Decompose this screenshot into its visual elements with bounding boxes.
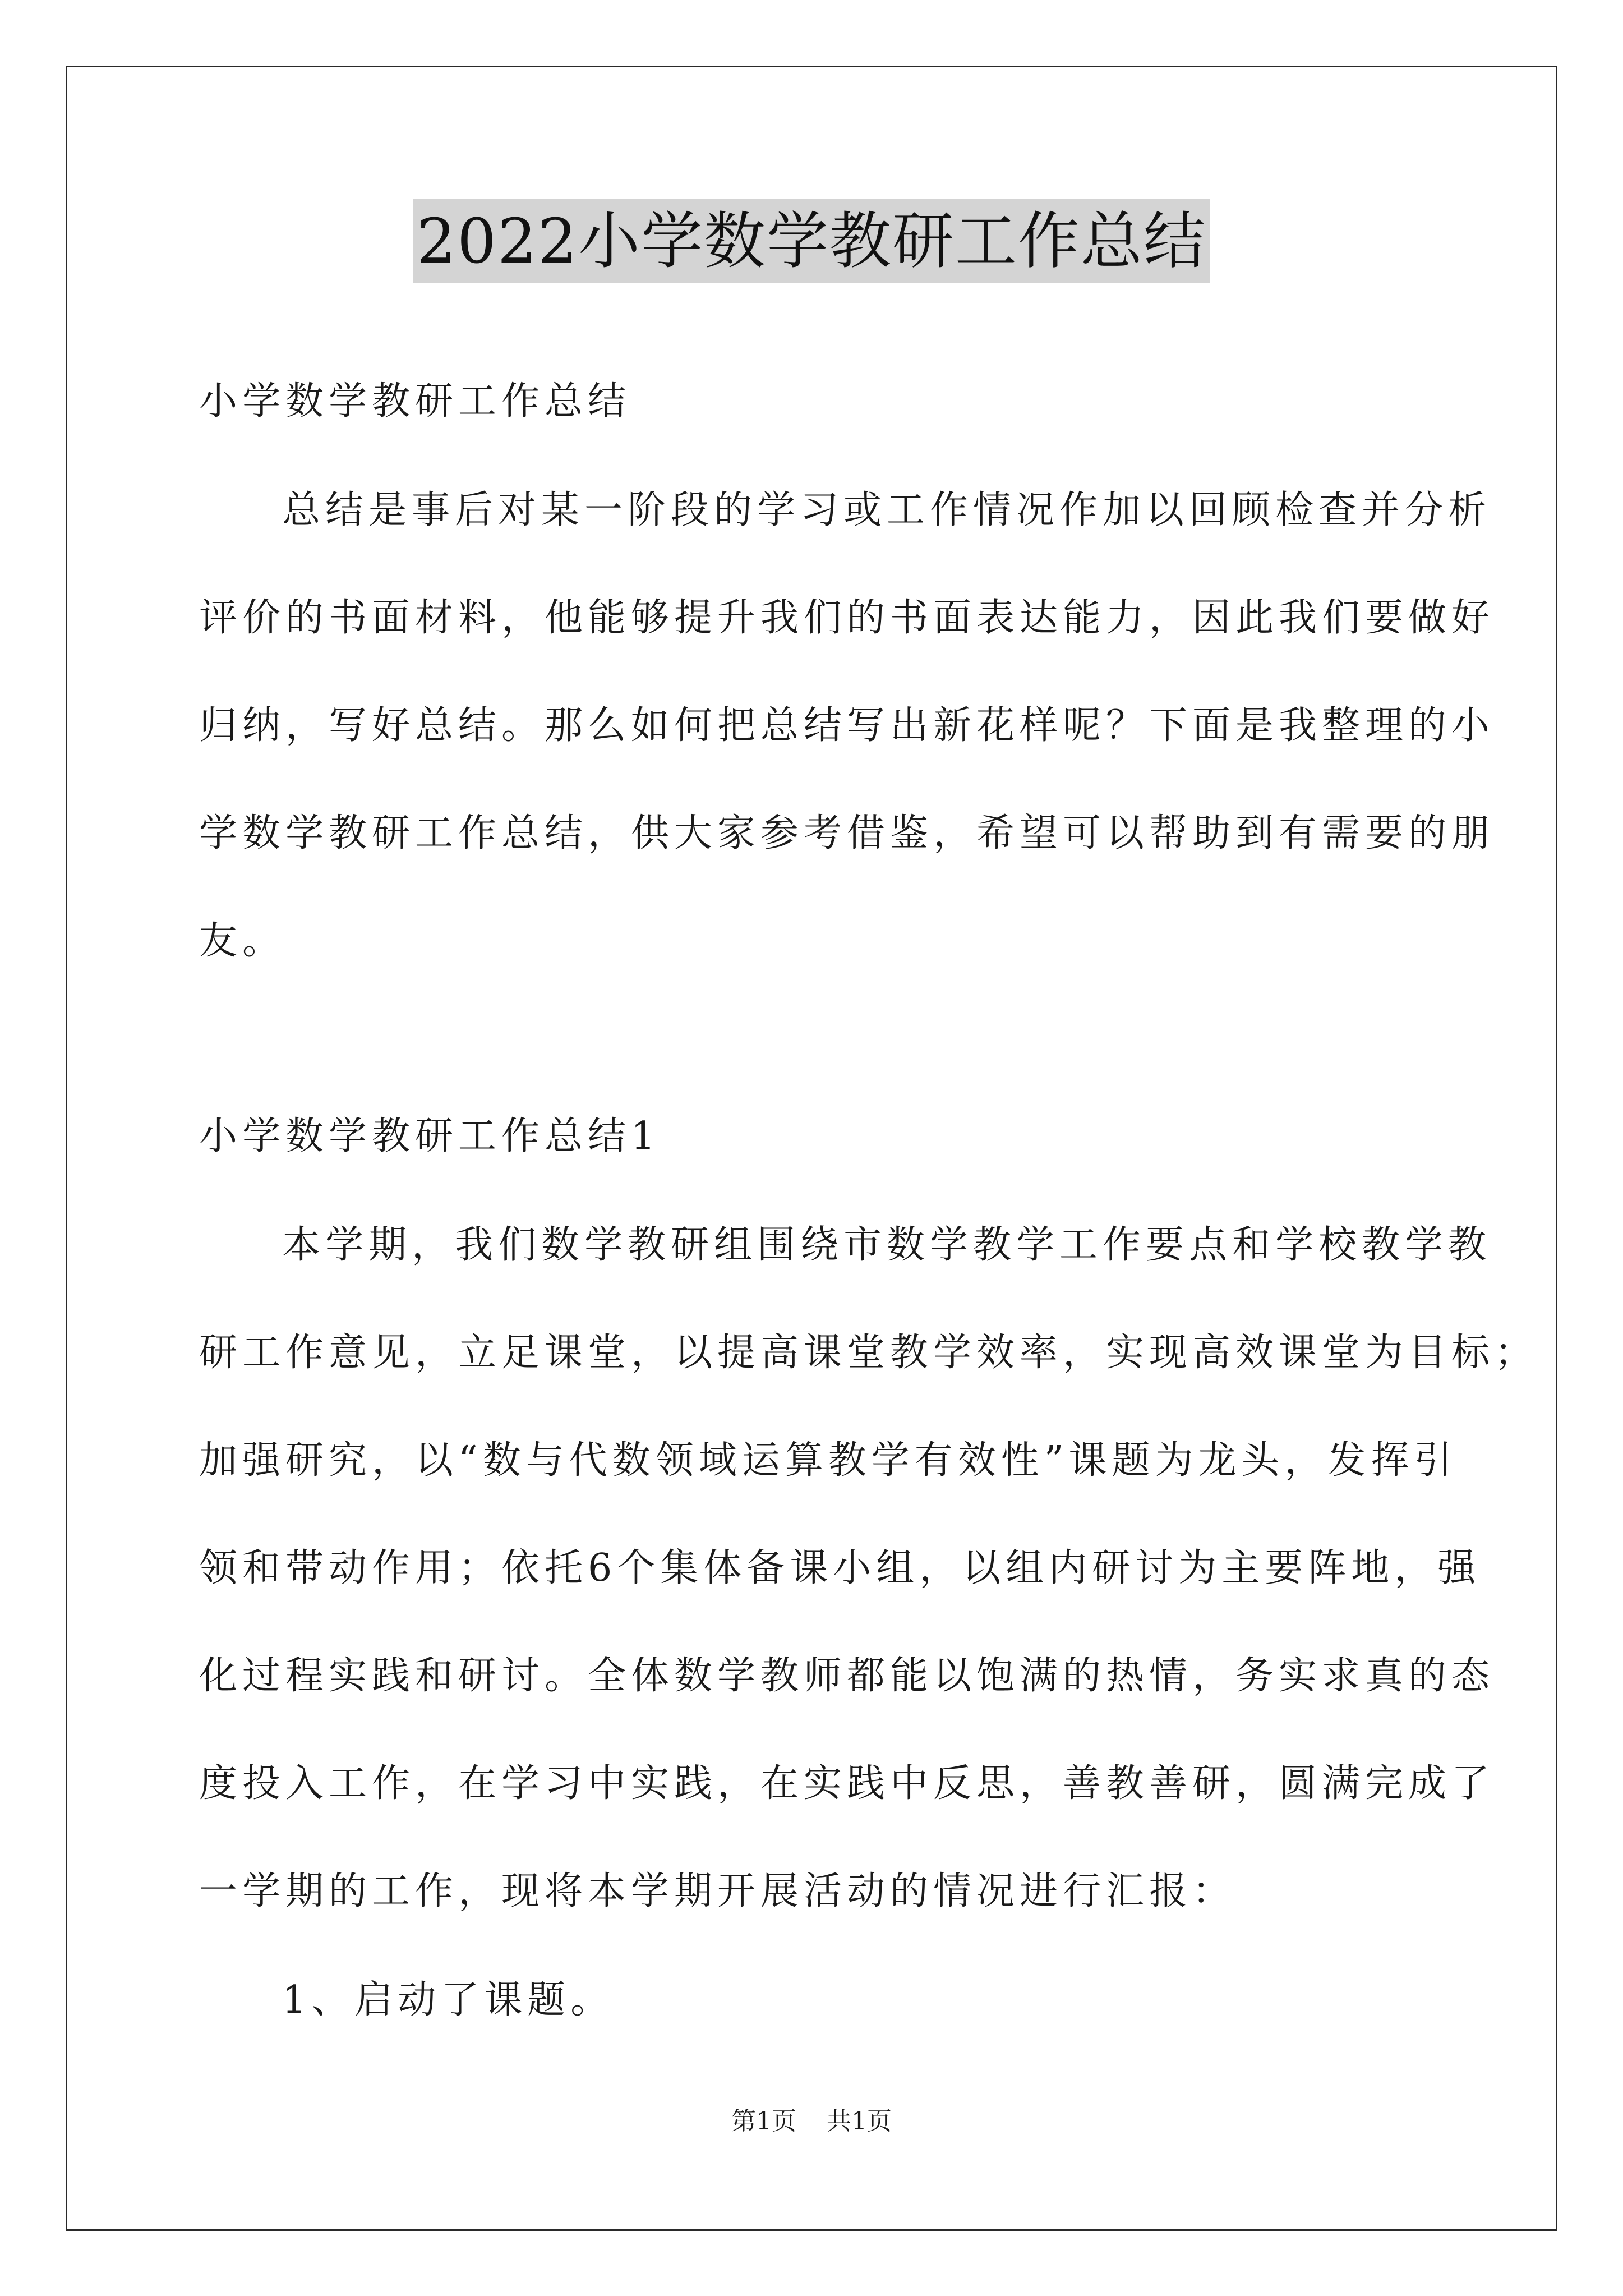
document-title: 2022小学数学教研工作总结 (413, 199, 1210, 283)
section-line: 一学期的工作，现将本学期开展活动的情况进行汇报： (199, 1869, 1236, 1913)
section-line: 化过程实践和研讨。全体数学教师都能以饱满的热情，务实求真的态 (199, 1654, 1495, 1698)
page-total: 共1页 (827, 2107, 892, 2136)
intro-line: 归纳，写好总结。那么如何把总结写出新花样呢？下面是我整理的小 (199, 703, 1495, 748)
document-subtitle: 小学数学教研工作总结 (199, 379, 631, 424)
page-footer (0, 2101, 1623, 2137)
section-line: 领和带动作用；依托6个集体备课小组，以组内研讨为主要阵地，强 (199, 1546, 1481, 1590)
intro-line: 评价的书面材料，他能够提升我们的书面表达能力，因此我们要做好 (199, 596, 1495, 640)
title-container (0, 199, 1623, 283)
section-line: 度投入工作，在学习中实践，在实践中反思，善教善研，圆满完成了 (199, 1761, 1495, 1806)
intro-line: 总结是事后对某一阶段的学习或工作情况作加以回顾检查并分析 (282, 488, 1492, 532)
section-line: 本学期，我们数学教研组围绕市数学教学工作要点和学校教学教 (282, 1223, 1492, 1267)
page-number: 第1页 (731, 2107, 796, 2136)
section-line: 研工作意见，立足课堂，以提高课堂教学效率，实现高效课堂为目标； (199, 1331, 1538, 1375)
list-item: 1、启动了课题。 (282, 1978, 614, 2022)
intro-line: 学数学教研工作总结，供大家参考借鉴，希望可以帮助到有需要的朋 (199, 811, 1495, 855)
section-line: 加强研究，以“数与代数领域运算教学有效性”课题为龙头，发挥引 (199, 1438, 1458, 1483)
intro-line: 友。 (199, 919, 286, 963)
section-heading: 小学数学教研工作总结1 (199, 1114, 661, 1158)
